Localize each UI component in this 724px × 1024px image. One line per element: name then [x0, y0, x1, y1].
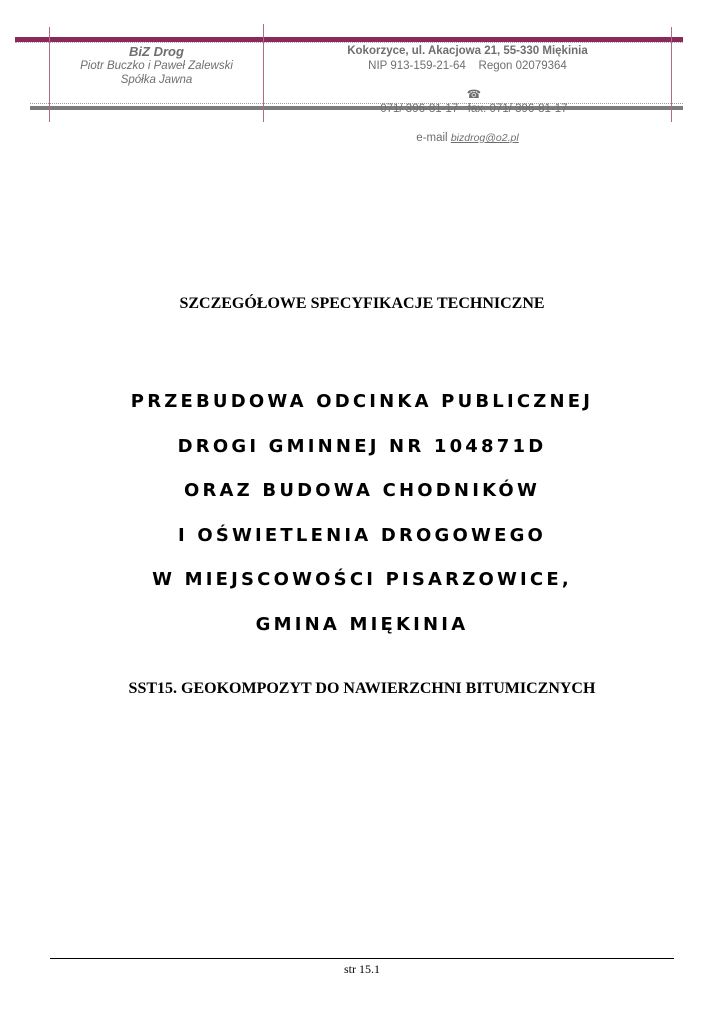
footer-rule: [50, 958, 674, 959]
telephone-icon: ☎: [466, 88, 482, 101]
project-title-line: DROGI GMINNEJ NR 104871D: [177, 435, 547, 457]
section-title: SST15. GEOKOMPOZYT DO NAWIERZCHNI BITUMICZNYCH: [128, 680, 596, 697]
project-title-line: I OŚWIETLENIA DROGOWEGO: [177, 524, 547, 546]
company-owners: Piotr Buczko i Paweł Zalewski: [80, 60, 233, 72]
project-title-line: ORAZ BUDOWA CHODNIKÓW: [183, 480, 540, 501]
spec-title: SZCZEGÓŁOWE SPECYFIKACJE TECHNICZNE: [179, 295, 545, 312]
header-right-vertical-rule: [671, 27, 672, 122]
nip-regon: NIP 913-159-21-64 Regon 02079364: [368, 59, 567, 72]
contact-block: [264, 44, 671, 146]
email-label: e-mail: [416, 132, 448, 144]
phone-fax: 071/ 396-81-17 fax. 071/ 396-81-17: [380, 103, 568, 115]
company-name: BiZ Drog: [129, 44, 184, 59]
phone-fax-line: [264, 73, 671, 131]
project-title-line: W MIEJSCOWOŚCI PISARZOWICE,: [152, 569, 572, 590]
project-title: [0, 380, 724, 647]
page-number: str 15.1: [344, 962, 380, 976]
email-line: [264, 131, 671, 146]
company-type: Spółka Jawna: [120, 74, 193, 86]
project-title-line: PRZEBUDOWA ODCINKA PUBLICZNEJ: [130, 391, 594, 412]
email-link[interactable]: bizdrog@o2.pl: [450, 132, 519, 144]
project-title-line: GMINA MIĘKINIA: [255, 613, 469, 635]
company-address: Kokorzyce, ul. Akacjowa 21, 55-330 Miękinia: [347, 45, 588, 57]
company-block: [50, 44, 263, 87]
